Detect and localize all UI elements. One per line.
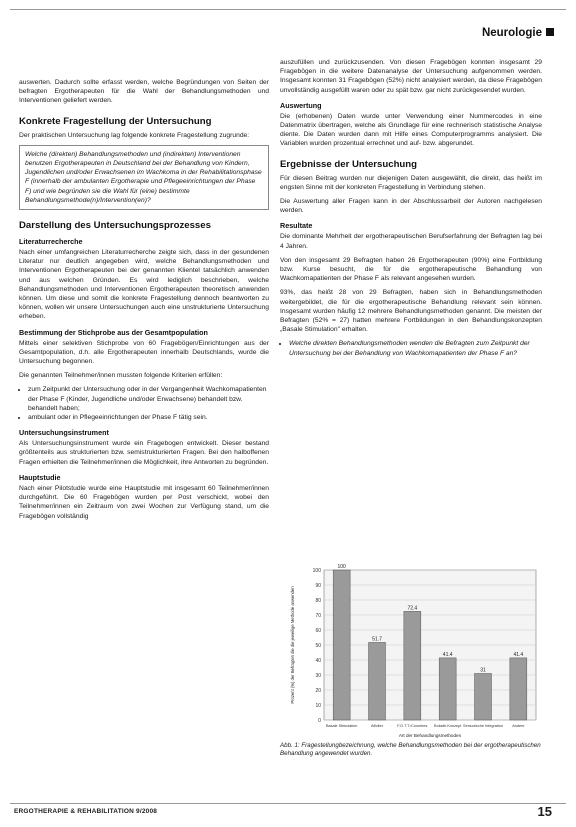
y-tick-label: 10 [315, 703, 321, 709]
y-tick-label: 80 [315, 598, 321, 604]
continuation-paragraph: auszufüllen und zurückzusenden. Von diesen Fragebögen konnten insgesamt 29 Fragebögen in die weitere Datenanalyse der Untersuchung aufgenommen werden. Insgesamt konnten 31 Fragebögen (52%) nicht analysiert werden, da diese Fragebögen unvollständig ausgefüllt waren oder zu spät bzw. gar nicht zurückgesendet wurden. [280, 59, 542, 94]
y-tick-label: 0 [318, 718, 321, 724]
results-paragraph-2: Die Auswertung aller Fragen kann in der Abschlussarbeit der Autoren nachgelesen werden. [280, 198, 542, 215]
resultate-paragraph-3: 93%, das heißt 28 von 29 Befragten, haben sich in Behandlungsmethoden weitergebildet, die für die ergotherapeutische Behandlung relevant sein können. Insgesamt wurden häufig 12 mehrere Behandlungsmethoden genannt. Die meisten der Befragten (52% = 27) hatten mehrere Fortbildungen in den Behandlungskonzepten „Basale Stimulation" erhalten. [280, 289, 542, 334]
question-box: Welche (direkten) Behandlungsmethoden und (indirekten) Interventionen benutzen Ergotherapeuten in Deutschland bei der Behandlung von Kindern, Jugendlichen und/oder Erwachsenen im Wachkoma in der Rehabilitationsphase F (innerhalb der ambulanten Ergotherapie und Pflegeeinrichtungen der Phase F) und wie begründen sie die Wahl für (eine) bestimmte Behandlungsmethode(n)/Intervention(en)? [19, 145, 269, 210]
criteria-list [19, 385, 269, 422]
y-tick-label: 70 [315, 613, 321, 619]
question-item: • Welche direkten Behandlungsmethoden wenden die Befragten zum Zeitpunkt der Untersuchung bei der Behandlung von Wachkomapatienten der Phase F an? [289, 339, 542, 357]
bar-value-label: 72.4 [407, 605, 418, 612]
sample-paragraph: Mittels einer selektiven Stichprobe von 60 Fragebögen/Einrichtungen aus der Gesamtpopulation, d.h. alle Ergotherapeuten innerhalb Deutschlands, wurde die Untersuchung begonnen. [19, 339, 269, 366]
footer-rule [10, 803, 566, 804]
x-tick-label: Bobath-Konzept [434, 724, 462, 728]
page-number: 15 [537, 804, 552, 819]
bar-value-label: 41.4 [442, 651, 453, 658]
y-tick-label: 50 [315, 643, 321, 649]
x-tick-label: Basale Stimulation [325, 724, 358, 728]
heading-question: Konkrete Fragestellung der Untersuchung [19, 115, 212, 127]
question-list [280, 339, 542, 357]
bar-value-label: 41.4 [513, 651, 524, 658]
heading-sample: Bestimmung der Stichprobe aus der Gesamtpopulation [19, 327, 208, 337]
left-column [19, 78, 269, 526]
instrument-paragraph: Als Untersuchungsinstrument wurde ein Fragebogen entwickelt. Dieser bestand größtenteils aus strukturierten bzw. semistrukturierten Fragen. Bei den halboffenen Fragen erhielten die Teilnehmer/innen die Möglichkeit, ihre Antworten zu begründen. [19, 440, 269, 466]
bar-value-label: 100 [337, 564, 346, 570]
y-tick-label: 90 [315, 583, 321, 589]
resultate-paragraph-2: Von den insgesamt 29 Befragten haben 26 Ergotherapeuten (90%) eine Fortbildung bzw. Kurse besucht, die für die ergotherapeutische Behandlung von Wachkomapatienten der Phase F als relevant angesehen wurden. [280, 256, 542, 283]
bar [369, 642, 386, 720]
results-paragraph-1: Für diesen Beitrag wurden nur diejenigen Daten ausgewählt, die direkt, das heißt im engsten Sinne mit der konkreten Fragestellung in Verbindung stehen. [280, 174, 542, 191]
heading-instrument: Untersuchungsinstrument [19, 428, 109, 438]
heading-results: Ergebnisse der Untersuchung [280, 158, 418, 170]
bar [404, 611, 421, 720]
criteria-intro: Die genannten Teilnehmer/innen mussten folgende Kriterien erfüllen: [19, 372, 223, 380]
section-label [482, 27, 554, 39]
y-tick-label: 20 [315, 688, 321, 694]
heading-main-study: Hauptstudie [19, 472, 61, 482]
header-rule [10, 9, 566, 10]
figure-caption: Abb. 1: Fragestellungbezeichnung, welche Behandlungsmethoden bei der ergotherapeutischen Behandlung angewendet wurden. [280, 742, 541, 757]
x-tick-label: Andere [512, 724, 525, 728]
heading-process: Darstellung des Untersuchungsprozesses [19, 220, 211, 232]
bar-chart [280, 560, 542, 740]
bar-value-label: 51.7 [372, 636, 382, 643]
bar [510, 658, 527, 720]
bar [333, 570, 350, 720]
y-tick-label: 30 [315, 673, 321, 679]
right-column [280, 58, 542, 363]
y-tick-label: 100 [312, 568, 321, 574]
criteria-item: • ambulant oder in Pflegeeinrichtungen der Phase F tätig sein. [28, 413, 269, 422]
heading-evaluation: Auswertung [280, 100, 322, 110]
section-label-text: Neurologie [481, 27, 542, 39]
resultate-paragraph-1: Die dominante Mehrheit der ergotherapeutischen Berufserfahrung der Befragten lag bei 4 Jahren. [280, 233, 542, 250]
y-axis-label: Prozent (%) der Befragten die die jeweilige Methode anwenden [290, 586, 295, 704]
bar [475, 674, 492, 721]
square-icon [546, 28, 554, 36]
evaluation-paragraph: Die (erhobenen) Daten wurde unter Verwendung einer Nummercodes in eine Datenmatrix übertragen, welche als Grundlage für eine rechnerisch statistische Analyse diente. Die Daten wurden dann mit Hilfe eines Computerprogramms analysiert. Die Variablen wurden prozentual errechnet und auf- bzw. abgerundet. [280, 112, 542, 148]
literature-paragraph: Nach einer umfangreichen Literaturrecherche zeigte sich, dass in der gesundenen Literatur nur deutlich angegeben wird, welche Behandlungsmethoden und Interventionen Ergotherapeuten bei der genannten Klientel tatsächlich anwenden und aus welchen Gründen. Es wird lediglich beschrieben, welche Behandlungsmethoden und Interventionen Ergotherapeuten theoretisch anwenden können. Um diese und somit die konkrete Fragestellung dennoch beantworten zu können, wollen wir unsere Untersuchungen auch eine unstrukturierte Untersuchung erheben. [19, 249, 269, 321]
x-tick-label: Sensorische Integration [463, 724, 503, 728]
intro-paragraph: auswerten. Dadurch sollte erfasst werden, welche Begründungen von Seiten der befragten Ergotherapeuten für die Wahl der Behandlungsmethoden und Interventionen geliefert werden. [19, 79, 269, 105]
heading-resultate: Resultate [280, 221, 313, 231]
x-tick-label: Affolter [371, 724, 383, 728]
heading-literature: Literaturrecherche [19, 237, 83, 247]
y-tick-label: 60 [315, 628, 321, 634]
y-tick-label: 40 [315, 658, 321, 664]
bar [439, 658, 456, 720]
x-tick-label: F.O.T.T./Coombes [397, 724, 428, 728]
criteria-item: • zum Zeitpunkt der Untersuchung oder in der Vergangenheit Wachkomapatienten der Phase F (Kinder, Jugendliche und/oder Erwachsene) behandelt bzw. behandelt haben; [28, 385, 269, 413]
question-intro: Der praktischen Untersuchung lag folgende konkrete Fragestellung zugrunde: [19, 131, 250, 139]
main-study-paragraph: Nach einer Pilotstudie wurde eine Hauptstudie mit insgesamt 60 Teilnehmer/innen durchgeführt. Die 60 Fragebögen wurden per Post verschickt, wobei den Teilnehmer/innen ein Zeitraum von zwei Wochen zur Verfügung stand, um die Fragebögen vollständig [19, 484, 269, 520]
bar-value-label: 31 [480, 667, 486, 674]
journal-name: ERGOTHERAPIE & REHABILITATION 9/2008 [14, 808, 158, 815]
x-axis-label: Art der Behandlungsmethoden [398, 733, 462, 738]
